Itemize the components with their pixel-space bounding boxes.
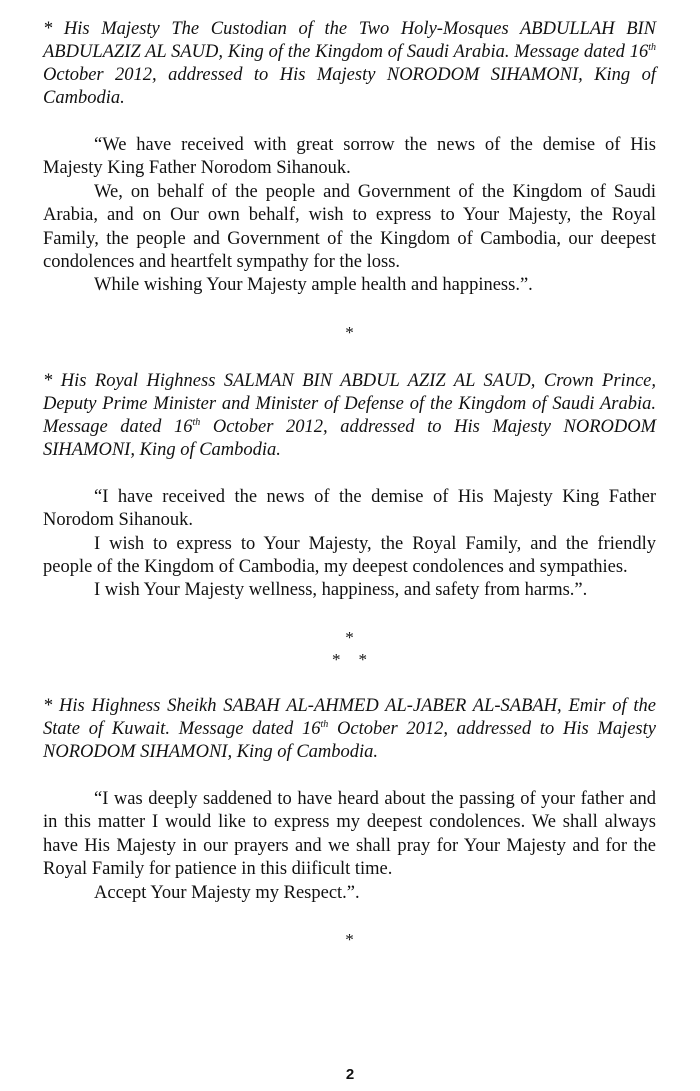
separator-asterisk: *: [345, 322, 354, 342]
message-kuwait-emir: [43, 695, 656, 905]
message-paragraph: “I have received the news of the demise of His Majesty King Father Norodom Sihanouk.: [43, 486, 656, 531]
message-paragraph: I wish to express to Your Majesty, the Royal Family, and the friendly people of the Kingdom of Cambodia, my deepest condolences and sympathies.: [43, 533, 656, 578]
document-page: [43, 18, 656, 977]
message-header: * His Highness Sheikh SABAH AL-AHMED AL-JABER AL-SABAH, Emir of the State of Kuwait. Message dated 16th October 2012, addressed to His Majesty NORODOM SIHAMONI, King of Cambodia.: [43, 695, 656, 762]
message-header: * His Royal Highness SALMAN BIN ABDUL AZIZ AL SAUD, Crown Prince, Deputy Prime Minister and Minister of Defense of the Kingdom of Saudi Arabia. Message dated 16th October 2012, addressed to His Majesty NORODOM SIHAMONI, King of Cambodia.: [43, 370, 656, 460]
message-paragraph: “I was deeply saddened to have heard about the passing of your father and in this matter I would like to express my deepest condolences. We shall always have His Majesty in our prayers and we shall pray for Your Majesty and for the Royal Family for patience in this diificult time.: [43, 788, 656, 880]
message-header: * His Majesty The Custodian of the Two Holy-Mosques ABDULLAH BIN ABDULAZIZ AL SAUD, King of the Kingdom of Saudi Arabia. Message dated 16th October 2012, addressed to His Majesty NORODOM SIHAMONI, King of Cambodia.: [43, 19, 656, 108]
separator-top: *: [345, 627, 354, 647]
separator-bottom: * *: [332, 649, 367, 669]
separator-asterisks-triple: [43, 627, 656, 671]
separator-asterisk-final: *: [345, 929, 354, 949]
message-paragraph: I wish Your Majesty wellness, happiness, and safety from harms.”.: [94, 580, 588, 601]
message-paragraph: We, on behalf of the people and Government of the Kingdom of Saudi Arabia, and on Our own behalf, wish to express to Your Majesty, the Royal Family, the people and Government of the Kingdom of Cambodia, our deepest condolences and heartfelt sympathy for the loss.: [43, 181, 656, 273]
message-paragraph: While wishing Your Majesty ample health and happiness.”.: [94, 275, 533, 296]
message-paragraph: Accept Your Majesty my Respect.”.: [94, 882, 360, 903]
message-saudi-king: [43, 18, 656, 298]
page-number: 2: [345, 1066, 355, 1083]
message-paragraph: “We have received with great sorrow the news of the demise of His Majesty King Father Norodom Sihanouk.: [43, 135, 656, 179]
message-saudi-crown-prince: [43, 370, 656, 603]
